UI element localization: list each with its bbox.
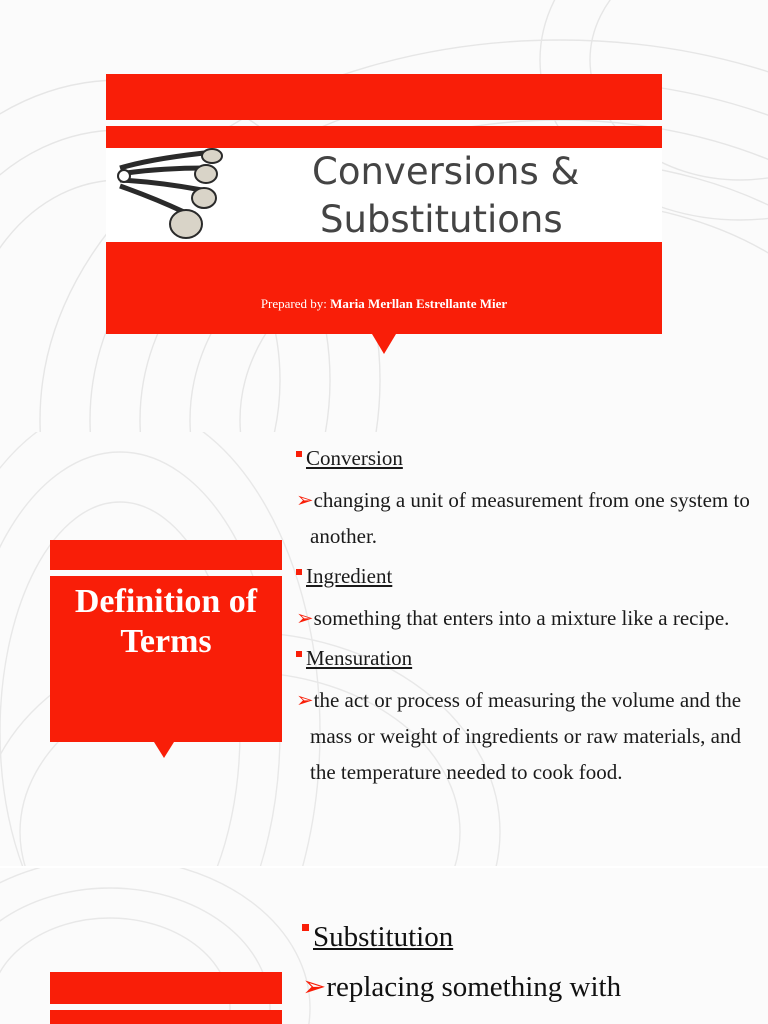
definition-text: the act or process of measuring the volume and the mass or weight of ingredients or raw materials, and the temperature needed to cook food.: [310, 688, 742, 784]
term-label: Mensuration: [306, 646, 413, 670]
definition-item: [296, 600, 761, 636]
title-pointer: [372, 334, 396, 354]
term-item: [296, 558, 761, 594]
term-item: [296, 440, 761, 476]
definitions-list: [296, 440, 761, 794]
definition-top-band: [50, 540, 282, 570]
presentation-title: [312, 148, 579, 244]
term-label: Conversion: [306, 446, 403, 470]
arrow-bullet-icon: ➢: [296, 606, 314, 630]
square-bullet-icon: [296, 451, 302, 457]
term-label: Ingredient: [306, 564, 393, 588]
title-slide: [0, 0, 768, 432]
substitution-content: [302, 912, 762, 1012]
prepared-by-label: Prepared by:: [260, 296, 327, 311]
substitution-top-band: [50, 972, 282, 1004]
term-item: [296, 640, 761, 676]
arrow-bullet-icon: ➢: [302, 971, 327, 1003]
definition-heading: [50, 582, 282, 662]
title-line-2: Substitutions: [320, 198, 563, 241]
definition-item: [296, 682, 761, 790]
arrow-bullet-icon: ➢: [296, 688, 314, 712]
definition-item: [302, 962, 762, 1012]
square-bullet-icon: [302, 924, 309, 931]
term-label: Substitution: [313, 921, 454, 953]
heading-line-1: Definition of: [74, 583, 258, 620]
title-top-band: [106, 74, 662, 120]
byline: [106, 296, 662, 312]
square-bullet-icon: [296, 569, 302, 575]
square-bullet-icon: [296, 651, 302, 657]
term-item: [302, 912, 762, 962]
definition-item: [296, 482, 761, 554]
measuring-spoons-icon: [114, 146, 224, 244]
definition-text: replacing something with: [326, 971, 622, 1003]
definition-text: something that enters into a mixture like a recipe.: [313, 606, 730, 630]
substitution-red-panel: [50, 1010, 282, 1024]
author-name: Maria Merllan Estrellante Mier: [330, 296, 508, 311]
definition-text: changing a unit of measurement from one system to another.: [310, 488, 750, 548]
definition-pointer: [154, 742, 174, 758]
arrow-bullet-icon: ➢: [296, 488, 314, 512]
heading-line-2: Terms: [120, 623, 212, 660]
title-line-1: Conversions &: [312, 150, 580, 193]
